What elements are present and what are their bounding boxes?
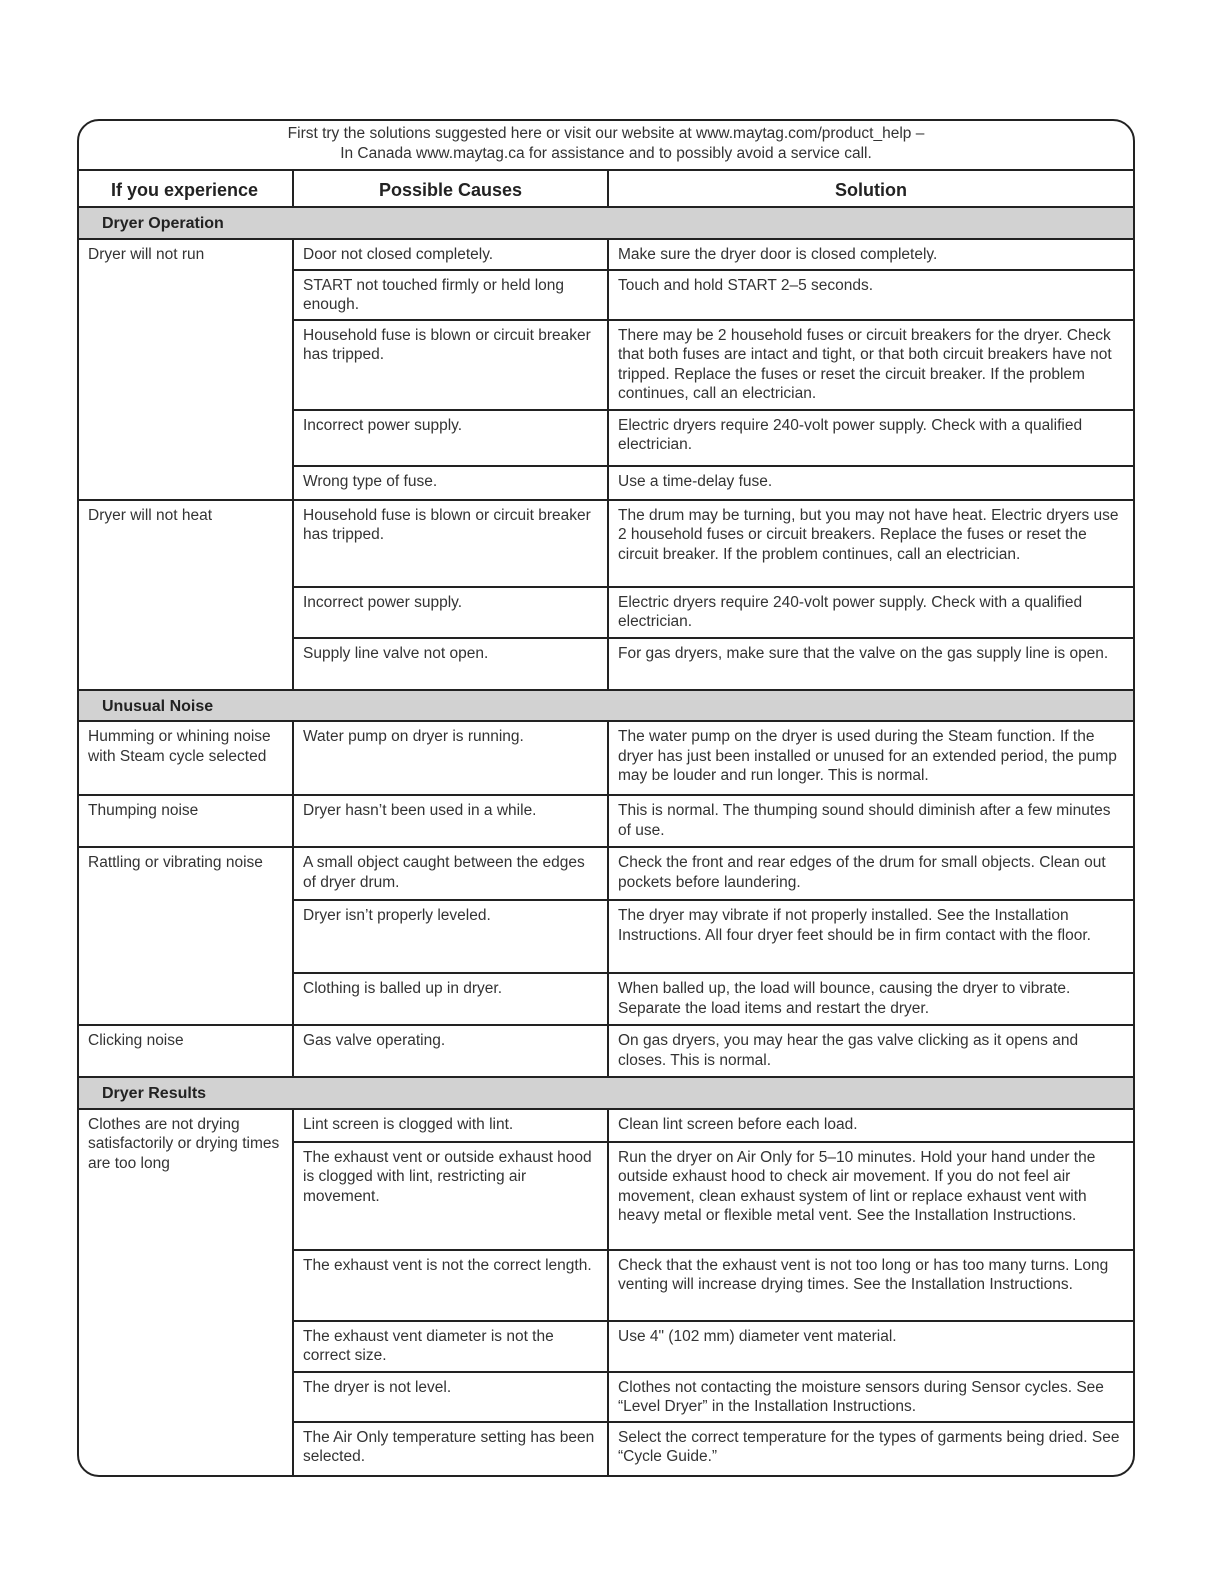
table-row bbox=[79, 500, 1133, 587]
solution-cell: The drum may be turning, but you may not have heat. Electric dryers use 2 household fuses or circuit breakers. Replace the fuses or reset the circuit breaker. If the problem continues, call an electrician. bbox=[608, 500, 1133, 587]
solution-cell: This is normal. The thumping sound should diminish after a few minutes of use. bbox=[608, 795, 1133, 847]
solution-cell: Clean lint screen before each load. bbox=[608, 1109, 1133, 1142]
cause-cell: Household fuse is blown or circuit breaker has tripped. bbox=[293, 500, 608, 587]
header-causes: Possible Causes bbox=[293, 171, 608, 207]
solution-cell: Run the dryer on Air Only for 5–10 minutes. Hold your hand under the outside exhaust hood to check air movement. If you do not feel air movement, clean exhaust system of lint or replace exhaust vent with heavy metal or flexible metal vent. See the Installation Instructions. bbox=[608, 1142, 1133, 1250]
solution-cell: Use a time-delay fuse. bbox=[608, 466, 1133, 500]
section-unusual-noise: Unusual Noise bbox=[79, 690, 1133, 722]
solution-cell: The water pump on the dryer is used during the Steam function. If the dryer has just been installed or unused for an extended period, the pump may be louder and run longer. This is normal. bbox=[608, 721, 1133, 795]
cause-cell: The exhaust vent is not the correct length. bbox=[293, 1250, 608, 1321]
symptom-cell: Clothes are not drying satisfactorily or drying times are too long bbox=[79, 1109, 293, 1478]
section-dryer-operation: Dryer Operation bbox=[79, 207, 1133, 239]
symptom-cell: Clicking noise bbox=[79, 1025, 293, 1077]
header-solution: Solution bbox=[608, 171, 1133, 207]
solution-cell: On gas dryers, you may hear the gas valve clicking as it opens and closes. This is normal. bbox=[608, 1025, 1133, 1077]
intro-line-2: In Canada www.maytag.ca for assistance and to possibly avoid a service call. bbox=[340, 145, 872, 162]
cause-cell: Dryer isn’t properly leveled. bbox=[293, 900, 608, 973]
table-row bbox=[79, 847, 1133, 900]
intro-note bbox=[79, 121, 1133, 171]
cause-cell: The Air Only temperature setting has been selected. bbox=[293, 1422, 608, 1478]
cause-cell: The exhaust vent diameter is not the correct size. bbox=[293, 1321, 608, 1372]
solution-cell: There may be 2 household fuses or circuit breakers for the dryer. Check that both fuses are intact and tight, or that both circuit breakers have not tripped. Replace the fuses or reset the circuit breaker. If the problem continues, call an electrician. bbox=[608, 320, 1133, 410]
cause-cell: Lint screen is clogged with lint. bbox=[293, 1109, 608, 1142]
cause-cell: The exhaust vent or outside exhaust hood is clogged with lint, restricting air movement. bbox=[293, 1142, 608, 1250]
cause-cell: Supply line valve not open. bbox=[293, 638, 608, 690]
symptom-cell: Dryer will not heat bbox=[79, 500, 293, 690]
cause-cell: START not touched firmly or held long enough. bbox=[293, 270, 608, 320]
table-row bbox=[79, 239, 1133, 270]
table-header-row bbox=[79, 171, 1133, 207]
cause-cell: The dryer is not level. bbox=[293, 1372, 608, 1422]
section-row bbox=[79, 1077, 1133, 1109]
cause-cell: Door not closed completely. bbox=[293, 239, 608, 270]
table-row bbox=[79, 1109, 1133, 1142]
intro-line-1: First try the solutions suggested here or visit our website at www.maytag.com/product_help – bbox=[287, 125, 925, 142]
section-dryer-results: Dryer Results bbox=[79, 1077, 1133, 1109]
solution-cell: Check the front and rear edges of the drum for small objects. Clean out pockets before laundering. bbox=[608, 847, 1133, 900]
cause-cell: A small object caught between the edges of dryer drum. bbox=[293, 847, 608, 900]
solution-cell: Select the correct temperature for the types of garments being dried. See “Cycle Guide.” bbox=[608, 1422, 1133, 1478]
solution-cell: The dryer may vibrate if not properly installed. See the Installation Instructions. All four dryer feet should be in firm contact with the floor. bbox=[608, 900, 1133, 973]
symptom-cell: Dryer will not run bbox=[79, 239, 293, 500]
solution-cell: Check that the exhaust vent is not too long or has too many turns. Long venting will increase drying times. See the Installation Instructions. bbox=[608, 1250, 1133, 1321]
table-row bbox=[79, 721, 1133, 795]
solution-cell: Electric dryers require 240-volt power supply. Check with a qualified electrician. bbox=[608, 410, 1133, 466]
cause-cell: Incorrect power supply. bbox=[293, 587, 608, 638]
cause-cell: Clothing is balled up in dryer. bbox=[293, 973, 608, 1025]
header-experience: If you experience bbox=[79, 171, 293, 207]
cause-cell: Household fuse is blown or circuit breaker has tripped. bbox=[293, 320, 608, 410]
cause-cell: Water pump on dryer is running. bbox=[293, 721, 608, 795]
cause-cell: Gas valve operating. bbox=[293, 1025, 608, 1077]
table-row bbox=[79, 1025, 1133, 1077]
solution-cell: Make sure the dryer door is closed completely. bbox=[608, 239, 1133, 270]
solution-cell: Electric dryers require 240-volt power supply. Check with a qualified electrician. bbox=[608, 587, 1133, 638]
solution-cell: Use 4" (102 mm) diameter vent material. bbox=[608, 1321, 1133, 1372]
solution-cell: Clothes not contacting the moisture sensors during Sensor cycles. See “Level Dryer” in the Installation Instructions. bbox=[608, 1372, 1133, 1422]
section-row bbox=[79, 690, 1133, 722]
table-row bbox=[79, 795, 1133, 847]
cause-cell: Wrong type of fuse. bbox=[293, 466, 608, 500]
solution-cell: When balled up, the load will bounce, causing the dryer to vibrate. Separate the load items and restart the dryer. bbox=[608, 973, 1133, 1025]
troubleshooting-table bbox=[79, 171, 1133, 1477]
solution-cell: Touch and hold START 2–5 seconds. bbox=[608, 270, 1133, 320]
cause-cell: Incorrect power supply. bbox=[293, 410, 608, 466]
symptom-cell: Humming or whining noise with Steam cycle selected bbox=[79, 721, 293, 795]
section-row bbox=[79, 207, 1133, 239]
cause-cell: Dryer hasn’t been used in a while. bbox=[293, 795, 608, 847]
solution-cell: For gas dryers, make sure that the valve on the gas supply line is open. bbox=[608, 638, 1133, 690]
symptom-cell: Rattling or vibrating noise bbox=[79, 847, 293, 1025]
symptom-cell: Thumping noise bbox=[79, 795, 293, 847]
troubleshooting-card bbox=[77, 119, 1135, 1477]
